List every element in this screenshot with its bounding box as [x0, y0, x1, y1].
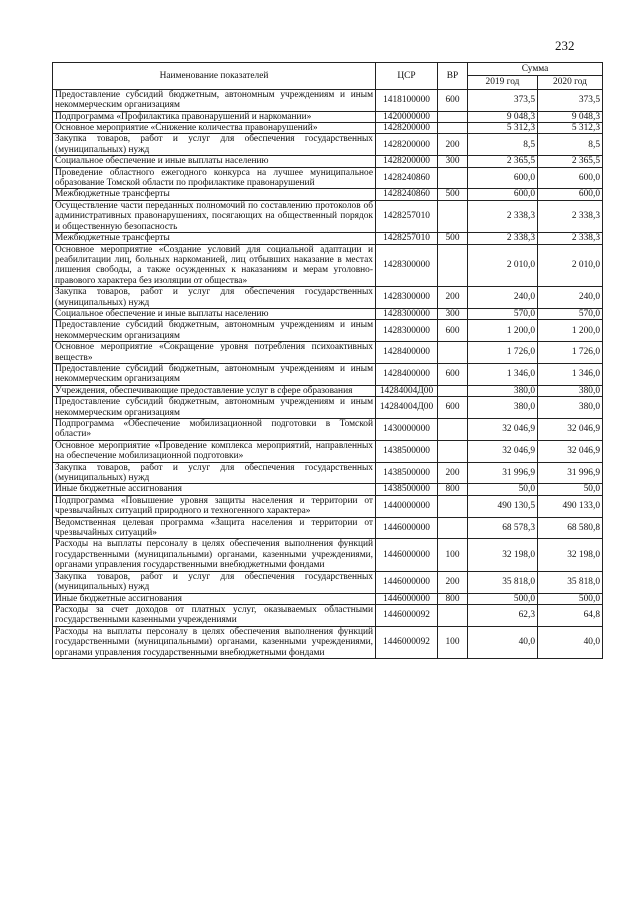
page-number: 232 — [555, 38, 575, 53]
row-amount-2020: 1 346,0 — [538, 363, 603, 385]
row-amount-2019: 500,0 — [468, 593, 538, 604]
row-amount-2019: 35 818,0 — [468, 571, 538, 593]
row-code: 1428300000 — [376, 308, 438, 319]
table-row — [53, 604, 603, 626]
row-amount-2020: 9 048,3 — [538, 111, 603, 122]
row-amount-2019: 490 130,5 — [468, 495, 538, 517]
row-code: 1440000000 — [376, 495, 438, 517]
row-amount-2020: 50,0 — [538, 484, 603, 495]
row-vr — [438, 517, 468, 539]
row-code: 1428257010 — [376, 200, 438, 232]
row-code: 1428400000 — [376, 342, 438, 364]
row-vr — [438, 342, 468, 364]
row-amount-2020: 5 312,3 — [538, 123, 603, 134]
table-row — [53, 484, 603, 495]
table-row — [53, 462, 603, 484]
table-row — [53, 233, 603, 244]
row-amount-2019: 8,5 — [468, 134, 538, 156]
row-code: 1428200000 — [376, 134, 438, 156]
row-name: Основное мероприятие «Снижение количества правонарушений» — [53, 123, 376, 134]
row-code: 1428300000 — [376, 244, 438, 287]
row-amount-2019: 32 046,9 — [468, 419, 538, 441]
table-row — [53, 626, 603, 658]
row-name: Предоставление субсидий бюджетным, автономным учреждениям и иным некоммерческим организациям — [53, 89, 376, 111]
row-vr: 600 — [438, 397, 468, 419]
row-amount-2020: 570,0 — [538, 308, 603, 319]
row-name: Расходы за счет доходов от платных услуг, оказываемых областными государственными казенными учреждениями — [53, 604, 376, 626]
table-row — [53, 440, 603, 462]
row-amount-2019: 1 726,0 — [468, 342, 538, 364]
table-row — [53, 342, 603, 364]
row-code: 1446000000 — [376, 571, 438, 593]
row-vr — [438, 111, 468, 122]
row-code: 1446000000 — [376, 593, 438, 604]
table-row — [53, 134, 603, 156]
table-row — [53, 495, 603, 517]
row-name: Ведомственная целевая программа «Защита населения и территории от чрезвычайных ситуаций» — [53, 517, 376, 539]
row-code: 1446000092 — [376, 604, 438, 626]
row-name: Подпрограмма «Профилактика правонарушений и наркомании» — [53, 111, 376, 122]
table-row — [53, 308, 603, 319]
row-amount-2020: 32 198,0 — [538, 539, 603, 571]
table-row — [53, 517, 603, 539]
table-row — [53, 189, 603, 200]
row-vr — [438, 604, 468, 626]
row-amount-2020: 1 200,0 — [538, 320, 603, 342]
row-amount-2020: 2 365,5 — [538, 156, 603, 167]
row-amount-2020: 380,0 — [538, 397, 603, 419]
row-amount-2019: 32 198,0 — [468, 539, 538, 571]
row-code: 1438500000 — [376, 440, 438, 462]
row-vr — [438, 495, 468, 517]
row-amount-2020: 8,5 — [538, 134, 603, 156]
table-row — [53, 200, 603, 232]
row-vr: 300 — [438, 308, 468, 319]
row-amount-2019: 2 010,0 — [468, 244, 538, 287]
row-amount-2019: 9 048,3 — [468, 111, 538, 122]
row-name: Учреждения, обеспечивающие предоставление услуг в сфере образования — [53, 385, 376, 396]
table-row — [53, 287, 603, 309]
row-name: Подпрограмма «Обеспечение мобилизационной подготовки в Томской области» — [53, 419, 376, 441]
row-name: Закупка товаров, работ и услуг для обеспечения государственных (муниципальных) нужд — [53, 134, 376, 156]
row-amount-2020: 32 046,9 — [538, 419, 603, 441]
table-row — [53, 167, 603, 189]
table-row — [53, 156, 603, 167]
row-name: Основное мероприятие «Сокращение уровня потребления психоактивных веществ» — [53, 342, 376, 364]
row-amount-2019: 62,3 — [468, 604, 538, 626]
row-amount-2020: 31 996,9 — [538, 462, 603, 484]
row-amount-2019: 32 046,9 — [468, 440, 538, 462]
table-row — [53, 571, 603, 593]
row-code: 1428300000 — [376, 320, 438, 342]
row-amount-2019: 1 346,0 — [468, 363, 538, 385]
row-name: Межбюджетные трансферты — [53, 189, 376, 200]
row-vr: 200 — [438, 462, 468, 484]
row-amount-2019: 380,0 — [468, 385, 538, 396]
header-sum: Сумма — [468, 63, 603, 76]
row-name: Закупка товаров, работ и услуг для обеспечения государственных (муниципальных) нужд — [53, 287, 376, 309]
row-vr: 200 — [438, 134, 468, 156]
budget-table — [52, 62, 603, 659]
row-amount-2020: 1 726,0 — [538, 342, 603, 364]
row-vr — [438, 244, 468, 287]
row-vr: 100 — [438, 626, 468, 658]
table-row — [53, 89, 603, 111]
table-row — [53, 244, 603, 287]
row-amount-2019: 2 338,3 — [468, 233, 538, 244]
row-vr: 200 — [438, 571, 468, 593]
row-amount-2019: 68 578,3 — [468, 517, 538, 539]
header-row — [53, 63, 603, 76]
row-code: 1428200000 — [376, 123, 438, 134]
row-vr — [438, 440, 468, 462]
row-name: Социальное обеспечение и иные выплаты населению — [53, 308, 376, 319]
row-amount-2019: 380,0 — [468, 397, 538, 419]
table-row — [53, 397, 603, 419]
row-vr: 600 — [438, 320, 468, 342]
row-code: 1446000000 — [376, 539, 438, 571]
row-amount-2019: 5 312,3 — [468, 123, 538, 134]
row-amount-2019: 40,0 — [468, 626, 538, 658]
row-amount-2019: 1 200,0 — [468, 320, 538, 342]
row-vr: 500 — [438, 233, 468, 244]
row-name: Межбюджетные трансферты — [53, 233, 376, 244]
table-row — [53, 123, 603, 134]
row-vr: 600 — [438, 363, 468, 385]
row-amount-2020: 68 580,8 — [538, 517, 603, 539]
row-code: 14284004Д00 — [376, 397, 438, 419]
row-name: Иные бюджетные ассигнования — [53, 593, 376, 604]
table-body — [53, 89, 603, 658]
row-code: 1446000092 — [376, 626, 438, 658]
row-name: Основное мероприятие «Создание условий для социальной адаптации и реабилитации лиц, больных наркоманией, лиц отбывших наказание в местах лишения свободы, а также осужденных к наказаниям и мерам уголовно-правового характера без изоляции от общества» — [53, 244, 376, 287]
row-amount-2020: 240,0 — [538, 287, 603, 309]
row-amount-2020: 2 338,3 — [538, 200, 603, 232]
row-amount-2019: 2 365,5 — [468, 156, 538, 167]
table-row — [53, 539, 603, 571]
row-amount-2020: 373,5 — [538, 89, 603, 111]
row-name: Проведение областного ежегодного конкурса на лучшее муниципальное образование Томской области по профилактике правонарушений — [53, 167, 376, 189]
row-code: 1418100000 — [376, 89, 438, 111]
row-code: 1438500000 — [376, 462, 438, 484]
row-name: Иные бюджетные ассигнования — [53, 484, 376, 495]
header-code: ЦСР — [376, 63, 438, 90]
table-row — [53, 385, 603, 396]
row-code: 1428240860 — [376, 167, 438, 189]
row-vr — [438, 200, 468, 232]
row-vr: 600 — [438, 89, 468, 111]
table-row — [53, 111, 603, 122]
row-amount-2020: 2 338,3 — [538, 233, 603, 244]
row-amount-2019: 50,0 — [468, 484, 538, 495]
row-code: 1428200000 — [376, 156, 438, 167]
row-vr — [438, 419, 468, 441]
table-row — [53, 363, 603, 385]
row-code: 1446000000 — [376, 517, 438, 539]
header-vr: ВР — [438, 63, 468, 90]
row-vr: 300 — [438, 156, 468, 167]
row-code: 1428240860 — [376, 189, 438, 200]
row-amount-2019: 240,0 — [468, 287, 538, 309]
row-amount-2020: 32 046,9 — [538, 440, 603, 462]
row-name: Подпрограмма «Повышение уровня защиты населения и территории от чрезвычайных ситуаций природного и техногенного характера» — [53, 495, 376, 517]
row-amount-2020: 380,0 — [538, 385, 603, 396]
row-amount-2020: 40,0 — [538, 626, 603, 658]
row-name: Осуществление части переданных полномочий по составлению протоколов об административных правонарушениях, посягающих на общественный порядок и общественную безопасность — [53, 200, 376, 232]
row-amount-2020: 64,8 — [538, 604, 603, 626]
row-name: Социальное обеспечение и иные выплаты населению — [53, 156, 376, 167]
header-year-2020: 2020 год — [538, 76, 603, 89]
row-name: Предоставление субсидий бюджетным, автономным учреждениям и иным некоммерческим организациям — [53, 320, 376, 342]
row-vr: 800 — [438, 484, 468, 495]
header-name: Наименование показателей — [53, 63, 376, 90]
row-vr: 100 — [438, 539, 468, 571]
row-amount-2019: 600,0 — [468, 189, 538, 200]
row-amount-2020: 500,0 — [538, 593, 603, 604]
row-vr — [438, 385, 468, 396]
row-code: 1428257010 — [376, 233, 438, 244]
row-amount-2019: 600,0 — [468, 167, 538, 189]
row-amount-2019: 2 338,3 — [468, 200, 538, 232]
table-row — [53, 593, 603, 604]
table-row — [53, 320, 603, 342]
row-name: Закупка товаров, работ и услуг для обеспечения государственных (муниципальных) нужд — [53, 571, 376, 593]
row-amount-2020: 35 818,0 — [538, 571, 603, 593]
row-name: Предоставление субсидий бюджетным, автономным учреждениям и иным некоммерческим организациям — [53, 397, 376, 419]
row-name: Расходы на выплаты персоналу в целях обеспечения выполнения функций государственными (муниципальными) органами, казенными учреждениями, органами управления государственными внебюджетными фондами — [53, 539, 376, 571]
row-vr: 500 — [438, 189, 468, 200]
table-row — [53, 419, 603, 441]
row-name: Закупка товаров, работ и услуг для обеспечения государственных (муниципальных) нужд — [53, 462, 376, 484]
row-amount-2019: 570,0 — [468, 308, 538, 319]
row-vr: 200 — [438, 287, 468, 309]
row-amount-2020: 600,0 — [538, 167, 603, 189]
row-name: Предоставление субсидий бюджетным, автономным учреждениям и иным некоммерческим организациям — [53, 363, 376, 385]
row-code: 1428400000 — [376, 363, 438, 385]
row-code: 14284004Д00 — [376, 385, 438, 396]
row-vr — [438, 167, 468, 189]
row-name: Расходы на выплаты персоналу в целях обеспечения выполнения функций государственными (муниципальными) органами, казенными учреждениями, органами управления государственными внебюджетными фондами — [53, 626, 376, 658]
row-vr — [438, 123, 468, 134]
row-amount-2020: 2 010,0 — [538, 244, 603, 287]
row-amount-2019: 31 996,9 — [468, 462, 538, 484]
row-code: 1430000000 — [376, 419, 438, 441]
row-code: 1438500000 — [376, 484, 438, 495]
row-vr: 800 — [438, 593, 468, 604]
header-year-2019: 2019 год — [468, 76, 538, 89]
row-code: 1428300000 — [376, 287, 438, 309]
row-amount-2020: 600,0 — [538, 189, 603, 200]
row-amount-2019: 373,5 — [468, 89, 538, 111]
row-amount-2020: 490 133,0 — [538, 495, 603, 517]
row-name: Основное мероприятие «Проведение комплекса мероприятий, направленных на обеспечение мобилизационной подготовки» — [53, 440, 376, 462]
row-code: 1420000000 — [376, 111, 438, 122]
